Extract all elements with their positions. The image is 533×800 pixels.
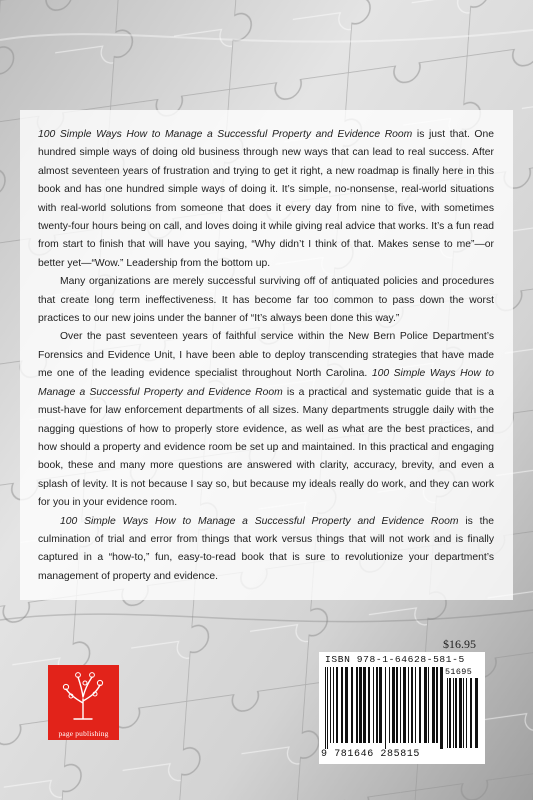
back-cover-blurb	[38, 126, 494, 586]
blurb-paragraph-2: Many organizations are merely successful surviving off of antiquated policies and procedures that create long term ineffectiveness. It has become far too common to pass down the worst practices to our new joins under the banner of “It’s always been done this way.”	[38, 276, 494, 325]
book-title: 100 Simple Ways How to Manage a Successful Property and Evidence Room	[38, 129, 413, 140]
barcode-bars	[325, 667, 443, 749]
blurb-paragraph-1: 100 Simple Ways How to Manage a Successful Property and Evidence Room is just that. One hundred simple ways of doing old business through new ways that can lead to real success. After almost seventeen years of frustration and trying to get it right, a new roadmap is finally here in this book and has one hundred simple ways of doing it. It’s simple, no-nonsense, real-world situations with real-world solutions from someone that does it every day from nine to five, with sometimes twenty-four hours being on call, and loves doing it while giving real advice that works. It’s a fun read from start to finish that will have you saying, “Why didn’t I think of that. Makes sense to me”—or better yet—“Wow.” Leadership from the bottom up.	[38, 129, 494, 269]
isbn-barcode	[319, 652, 485, 764]
price-addon-bars	[447, 678, 481, 748]
price-code: 51695	[445, 667, 473, 677]
blurb-paragraph-3: Over the past seventeen years of faithful service within the New Bern Police Department’s Forensics and Evidence Unit, I have been able to deploy transcending strategies that have made me one of the leading evidence specialist throughout North Carolina. 100 Simple Ways How to Manage a Successful Property and Evidence Room is a practical and systematic guide that is a must-have for law enforcement departments of all sizes. Many departments struggle daily with the nagging questions of how to properly store evidence, as well as what are the best practices, and how should a property and evidence room be set up and maintained. In this practical and engaging book, these and many more questions are answered with clarity, accuracy, brevity, and even a splash of levity. It is not because I say so, but because my ideals really do work, and they can work for you in your evidence room.	[38, 331, 494, 509]
blurb-paragraph-4: 100 Simple Ways How to Manage a Successful Property and Evidence Room is the culmination of trial and error from things that work versus things that will not work and is finally captured in a “how-to,” fun, easy-to-read book that is sure to revolutionize your department’s management of property and evidence.	[38, 515, 494, 582]
publisher-logo	[48, 665, 119, 740]
tree-icon	[54, 669, 112, 727]
isbn-label: ISBN 978-1-64628-581-5	[325, 654, 465, 665]
publisher-name: page publishing	[58, 729, 109, 738]
price-label: $16.95	[443, 637, 476, 651]
barcode-digits: 9 781646 285815	[321, 749, 421, 760]
book-title: 100 Simple Ways How to Manage a Successful Property and Evidence Room	[60, 515, 459, 527]
book-title: 100 Simple Ways How to Manage a Successful Property and Evidence Room	[38, 368, 494, 398]
